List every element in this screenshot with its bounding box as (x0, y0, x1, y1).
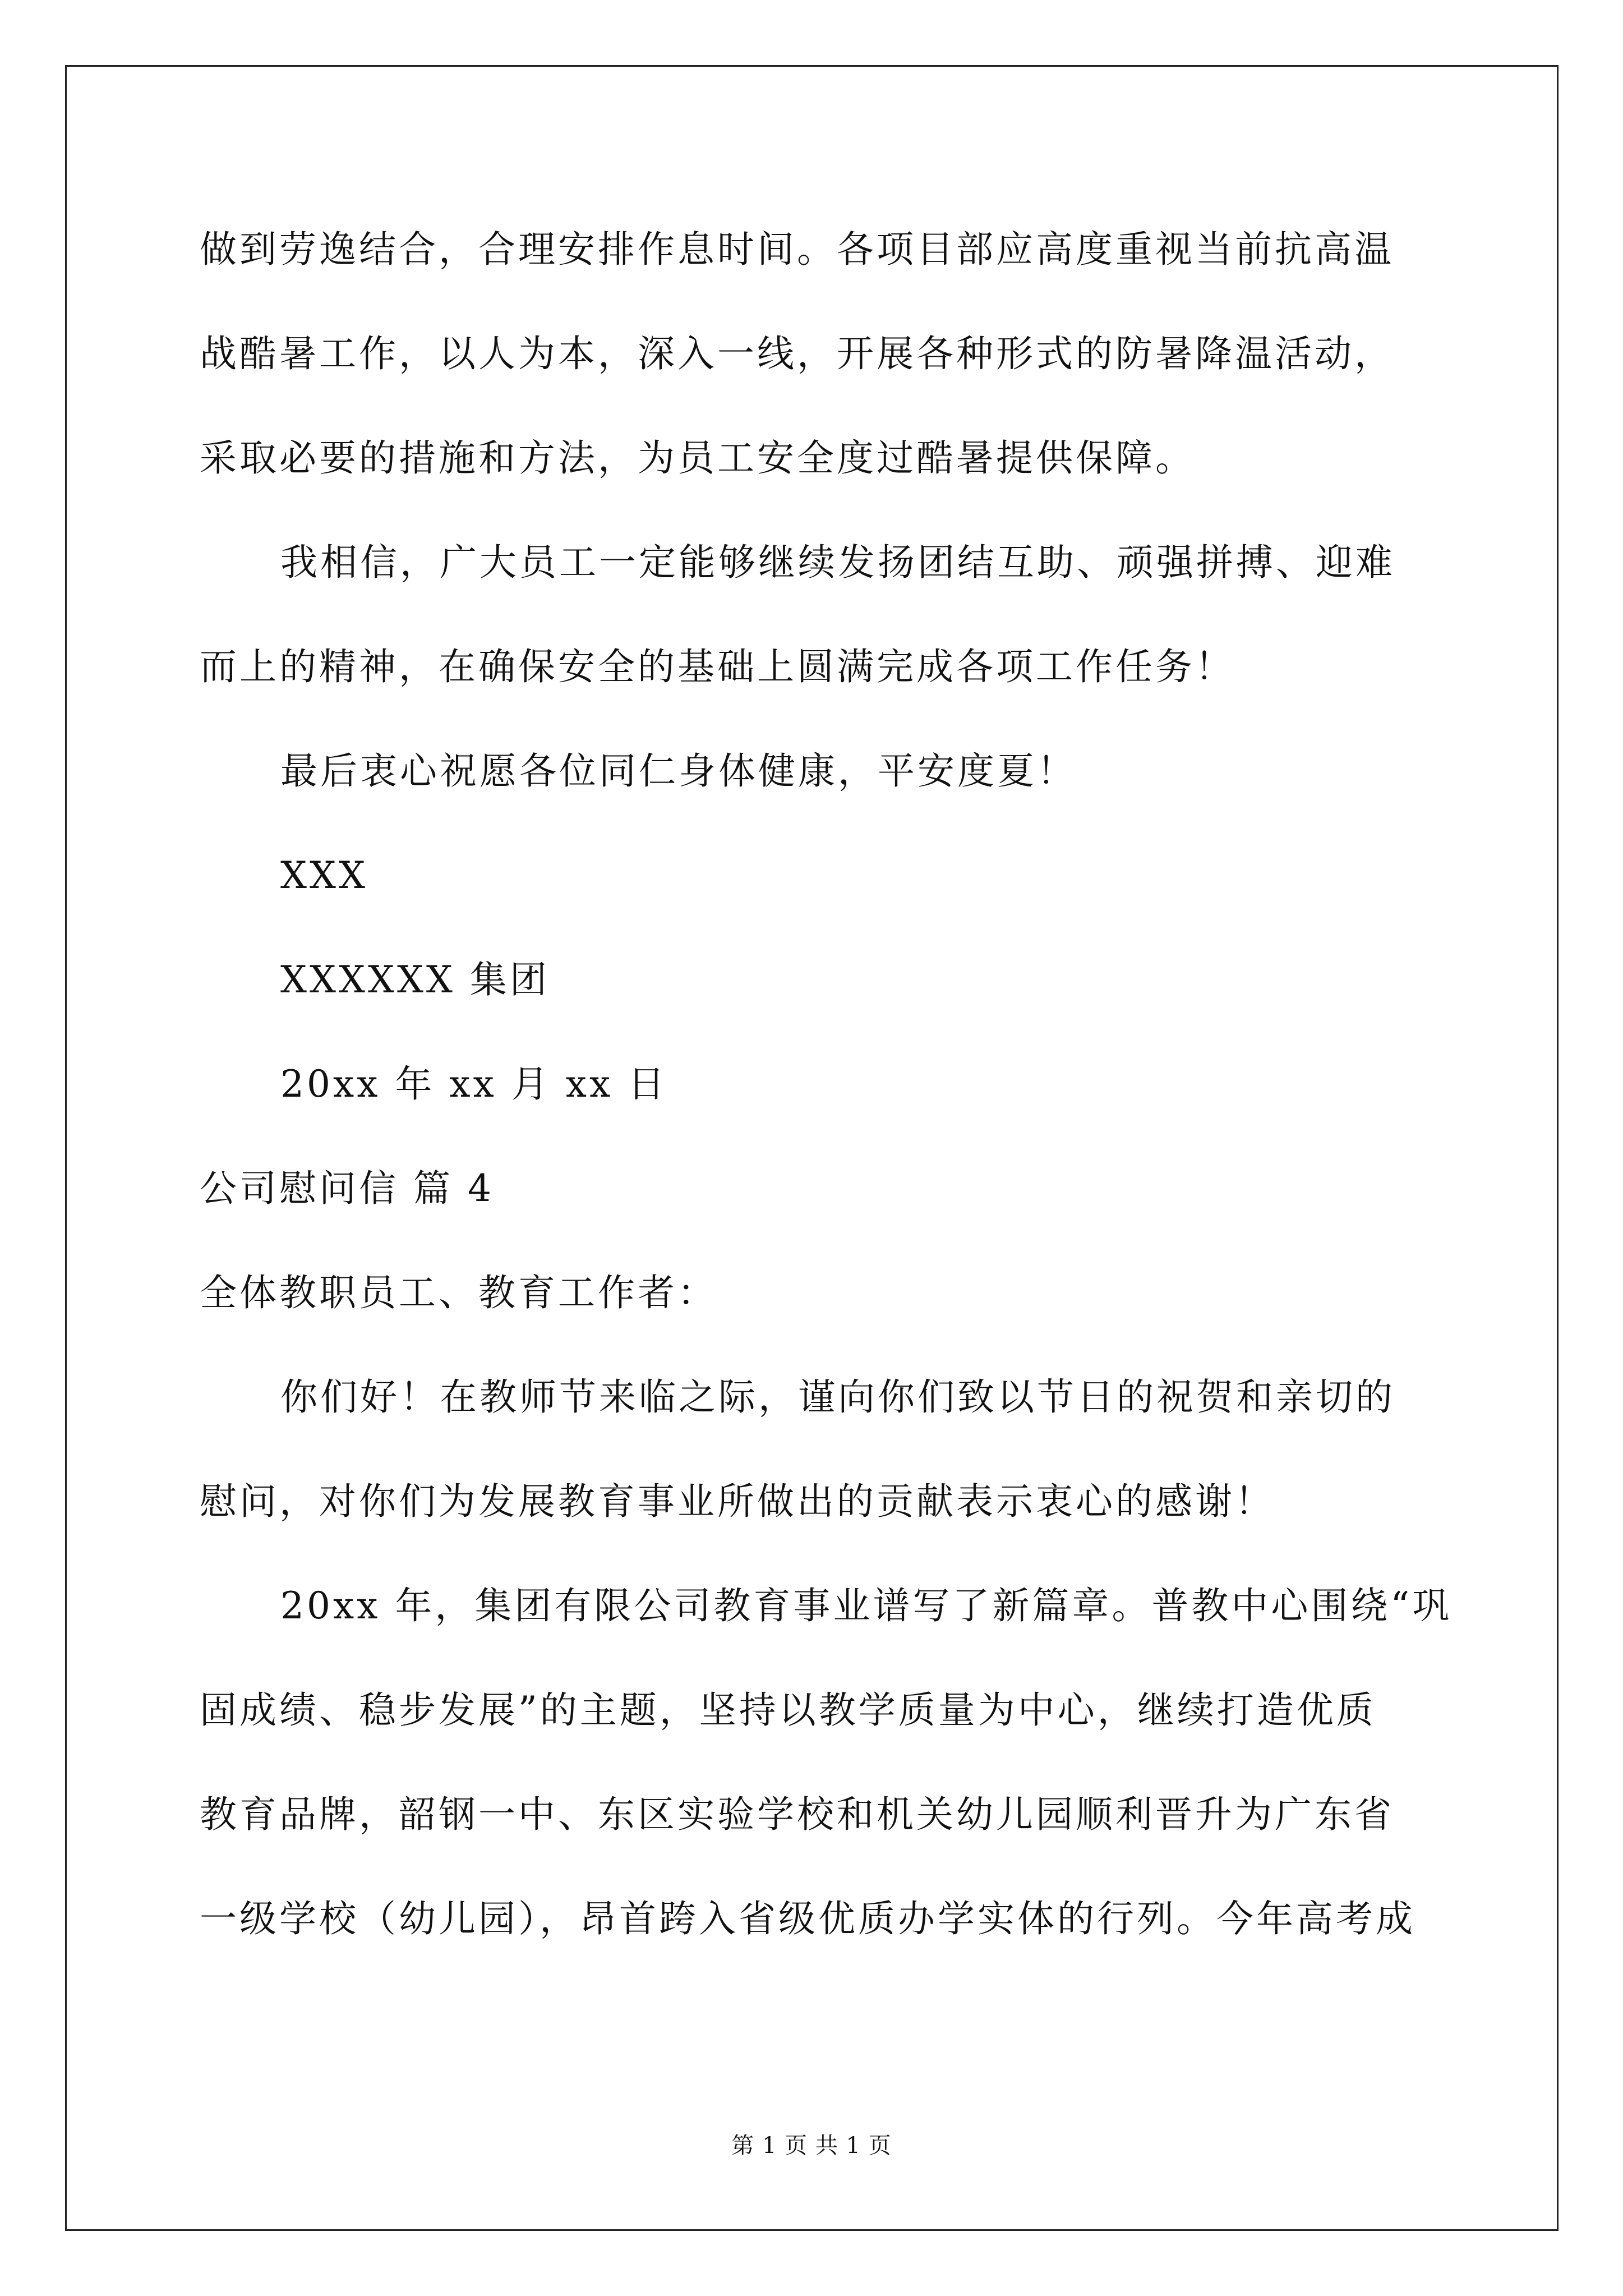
text-line: 固成绩、稳步发展”的主题，坚持以教学质量为中心，继续打造优质 (200, 1688, 1376, 1732)
signature-company: XXXXXX 集团 (280, 958, 550, 1001)
text-line: 采取必要的措施和方法，为员工安全度过酷暑提供保障。 (200, 436, 1195, 480)
section-title: 公司慰问信 篇 4 (200, 1167, 494, 1210)
text-line: 我相信，广大员工一定能够继续发扬团结互助、顽强拼搏、迎难 (280, 541, 1395, 584)
signature-date: 20xx 年 xx 月 xx 日 (280, 1062, 668, 1106)
salutation: 全体教职员工、教育工作者： (200, 1271, 717, 1314)
text-line: 慰问，对你们为发展教育事业所做出的贡献表示衷心的感谢！ (200, 1480, 1275, 1523)
text-line: 最后衷心祝愿各位同仁身体健康，平安度夏！ (280, 749, 1077, 793)
text-line: 教育品牌，韶钢一中、东区实验学校和机关幼儿园顺利晋升为广东省 (200, 1793, 1394, 1836)
text-line: 战酷暑工作，以人为本，深入一线，开展各种形式的防暑降温活动， (200, 332, 1394, 375)
page-number-footer: 第 1 页 共 1 页 (731, 2133, 892, 2159)
text-line: 20xx 年，集团有限公司教育事业谱写了新篇章。普教中心围绕“巩 (280, 1584, 1453, 1627)
text-line: 一级学校（幼儿园），昂首跨入省级优质办学实体的行列。今年高考成 (200, 1897, 1415, 1940)
text-line: 而上的精神，在确保安全的基础上圆满完成各项工作任务！ (200, 645, 1235, 688)
signature-name: XXX (280, 854, 368, 897)
text-line: 你们好！在教师节来临之际，谨向你们致以节日的祝贺和亲切的 (280, 1375, 1395, 1419)
text-line: 做到劳逸结合，合理安排作息时间。各项目部应高度重视当前抗高温 (200, 228, 1394, 271)
